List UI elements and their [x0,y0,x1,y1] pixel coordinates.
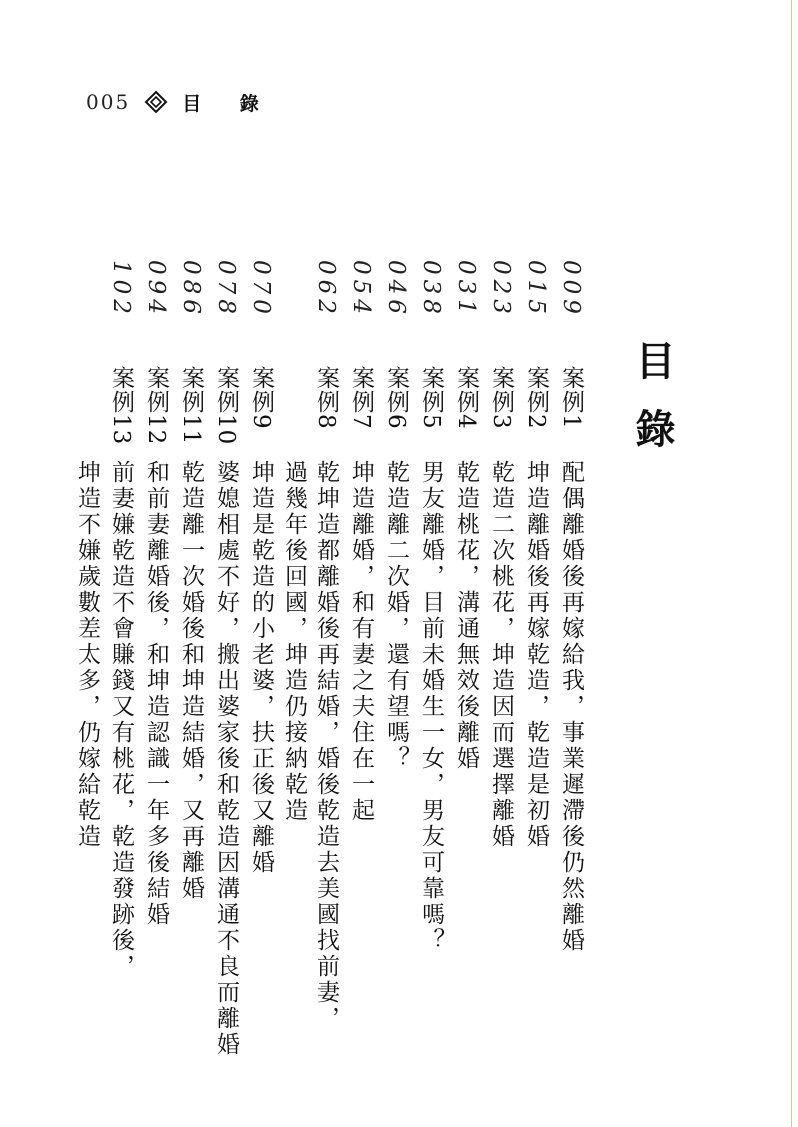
toc-entry-page: 046 [383,260,409,319]
toc-entry-case: 案例6 [383,366,409,430]
toc-entry-title: 前妻嫌乾造不會賺錢又有桃花，乾造發跡後， [108,460,134,980]
toc-entry[interactable] [519,260,553,1110]
toc-entry-case: 案例5 [418,366,444,430]
toc-entry-case: 案例4 [453,366,479,430]
toc-entry[interactable] [309,260,343,1110]
toc-entry-title: 婆媳相處不好，搬出婆家後和乾造因溝通不良而離婚 [213,460,239,1058]
diamond-ornament-icon [144,90,168,114]
page-edge-line [791,0,792,1127]
toc-entry-case: 案例7 [348,366,374,430]
toc-entry[interactable] [554,260,588,1110]
toc-entry-title: 乾造離二次婚，還有望嗎？ [383,460,409,772]
page-number: 005 [86,90,131,114]
toc-entry-page: 062 [313,260,339,319]
toc-entry-title: 乾坤造都離婚後再結婚，婚後乾造去美國找前妻， [313,460,339,1032]
toc-entry-title: 配偶離婚後再嫁給我，事業遲滯後仍然離婚 [558,460,584,954]
toc-entry-title: 乾造二次桃花，坤造因而選擇離婚 [488,460,514,850]
toc-entry-continuation [277,260,311,1110]
toc-entry-case: 案例3 [488,366,514,430]
toc-entry[interactable] [344,260,378,1110]
toc-entry-case: 案例10 [213,366,239,446]
toc-entry-case: 案例13 [108,366,134,446]
toc-entry[interactable] [104,260,138,1110]
toc-entry[interactable] [449,260,483,1110]
toc-entry[interactable] [209,260,243,1110]
toc-entry-title-continued: 坤造不嫌歲數差太多，仍嫁給乾造 [74,460,100,850]
toc-entry-continuation [70,260,104,1110]
toc-entry-title: 和前妻離婚後，和坤造認識一年多後結婚 [143,460,169,928]
toc-entry-page: 015 [523,260,549,319]
toc-entry-page: 086 [178,260,204,319]
toc-entry-page: 054 [348,260,374,319]
page-title: 目錄 [629,340,675,476]
toc-entry-page: 102 [108,260,134,319]
toc-entry[interactable] [139,260,173,1110]
toc-entry-title: 坤造是乾造的小老婆，扶正後又離婚 [248,460,274,876]
table-of-contents [70,260,610,1110]
toc-entry[interactable] [244,260,278,1110]
toc-entry-title: 乾造桃花，溝通無效後離婚 [453,460,479,772]
toc-entry-title: 乾造離一次婚後和坤造結婚，又再離婚 [178,460,204,902]
toc-entry-title-continued: 過幾年後回國，坤造仍接納乾造 [281,460,307,824]
toc-entry-case: 案例8 [313,366,339,430]
toc-entry-case: 案例1 [558,366,584,430]
toc-entry-page: 070 [248,260,274,319]
toc-entry-page: 031 [453,260,479,319]
toc-entry-title: 坤造離婚，和有妻之夫住在一起 [348,460,374,824]
toc-entry-page: 038 [418,260,444,319]
toc-entry-page: 023 [488,260,514,319]
toc-entry[interactable] [414,260,448,1110]
toc-entry-title: 坤造離婚後再嫁乾造，乾造是初婚 [523,460,549,850]
toc-entry[interactable] [379,260,413,1110]
toc-entry[interactable] [484,260,518,1110]
toc-entry-title: 男友離婚，目前未婚生一女，男友可靠嗎？ [418,460,444,954]
running-head [86,88,275,116]
toc-entry-page: 094 [143,260,169,319]
toc-entry-page: 078 [213,260,239,319]
toc-entry-case: 案例2 [523,366,549,430]
toc-entry-case: 案例12 [143,366,169,446]
toc-entry-case: 案例11 [178,366,204,446]
toc-entry-case: 案例9 [248,366,274,430]
running-head-title: 目 錄 [182,92,275,115]
toc-entry[interactable] [174,260,208,1110]
toc-entry-page: 009 [558,260,584,319]
